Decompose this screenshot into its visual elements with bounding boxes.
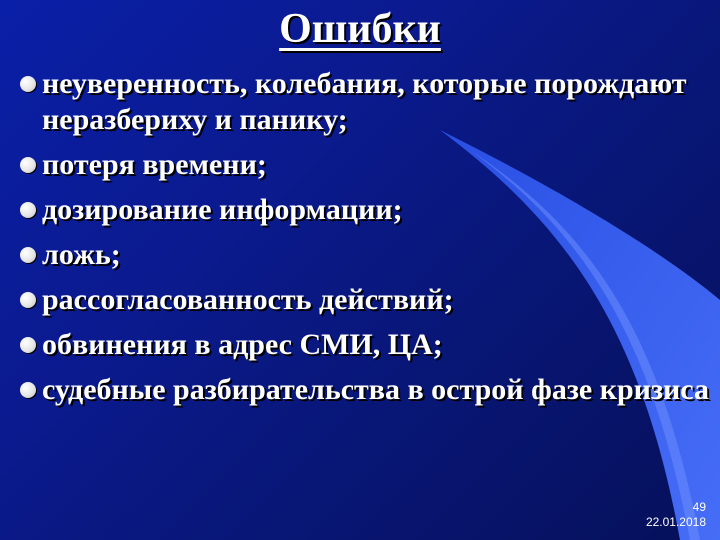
- slide-footer: [646, 500, 706, 530]
- bullet-text: обвинения в адрес СМИ, ЦА;: [42, 328, 443, 361]
- bullet-text: потеря времени;: [42, 148, 267, 181]
- bullet-text: неуверенность, колебания, которые порождают неразбериху и панику;: [42, 67, 687, 136]
- bullet-text: судебные разбирательства в острой фазе кризиса: [42, 373, 709, 406]
- bullet-dot-icon: [20, 382, 36, 398]
- slide-date: 22.01.2018: [645, 515, 706, 529]
- bullet-text: дозирование информации;: [42, 193, 403, 226]
- bullet-dot-icon: [20, 337, 36, 353]
- list-item: [20, 66, 710, 138]
- bullet-dot-icon: [20, 247, 36, 263]
- list-item: [20, 372, 710, 408]
- bullet-list: [20, 66, 710, 417]
- bullet-dot-icon: [20, 202, 36, 218]
- bullet-dot-icon: [20, 292, 36, 308]
- slide-title: Ошибки: [279, 6, 441, 52]
- bullet-text: рассогласованность действий;: [42, 283, 454, 316]
- list-item: [20, 192, 710, 228]
- list-item: [20, 237, 710, 273]
- list-item: [20, 147, 710, 183]
- list-item: [20, 282, 710, 318]
- bullet-dot-icon: [20, 76, 36, 92]
- list-item: [20, 327, 710, 363]
- bullet-dot-icon: [20, 157, 36, 173]
- page-number: 49: [692, 500, 706, 514]
- bullet-text: ложь;: [42, 238, 121, 271]
